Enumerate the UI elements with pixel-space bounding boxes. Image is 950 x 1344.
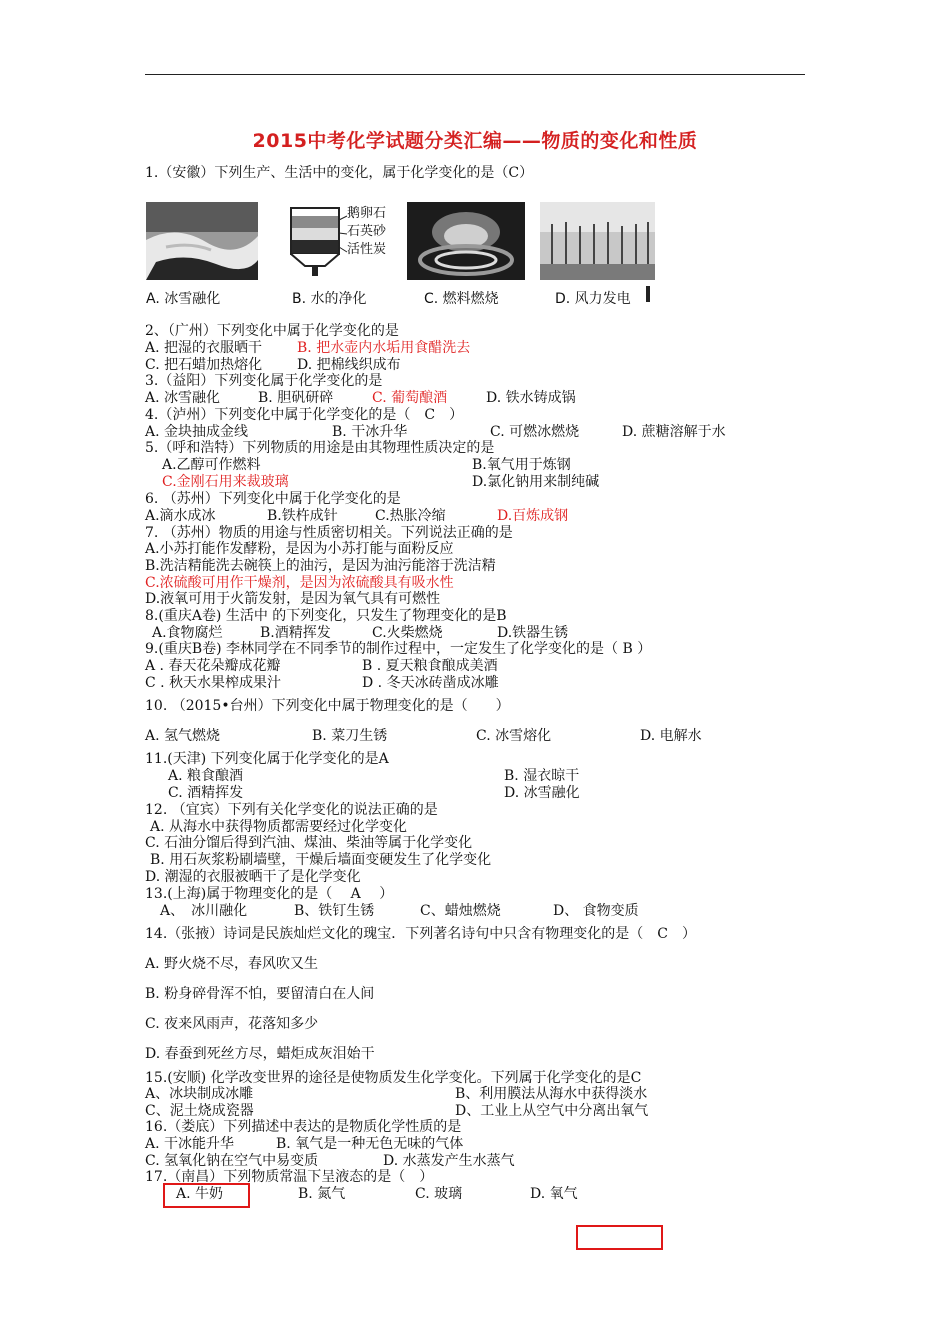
- q13-option-b: B、铁钉生锈: [294, 903, 375, 919]
- ice-melting-photo: [146, 202, 258, 280]
- fuel-burning-photo: [407, 202, 525, 280]
- q16-option-d: D. 水蒸发产生水蒸气: [383, 1153, 515, 1169]
- q1-caption-d: D. 风力发电: [555, 291, 631, 307]
- q13-option-c: C、蜡烛燃烧: [420, 903, 501, 919]
- q7-option-b: B.洗洁精能洗去碗筷上的油污，是因为油污能溶于洗洁精: [145, 558, 496, 574]
- q15-option-a: A、冰块制成冰雕: [145, 1086, 254, 1102]
- q10-stem: 10. （2015•台州）下列变化中属于物理变化的是（ ）: [145, 698, 510, 714]
- q11-option-d: D. 冰雪融化: [504, 785, 580, 801]
- q4-option-d: D. 蔗糖溶解于水: [622, 424, 726, 440]
- q3-stem: 3.（益阳）下列变化属于化学变化的是: [145, 373, 383, 389]
- q17-stem: 17.（南昌）下列物质常温下呈液态的是（ ）: [145, 1169, 434, 1185]
- q15-option-c: C、泥土烧成瓷器: [145, 1103, 254, 1119]
- q4-stem: 4.（泸州）下列变化中属于化学变化的是（ C ）: [145, 407, 464, 423]
- q5-option-a: A.乙醇可作燃料: [162, 457, 261, 473]
- q9-option-c: C . 秋天水果榨成果汁: [145, 675, 282, 691]
- q7-option-a: A.小苏打能作发酵粉，是因为小苏打能与面粉反应: [145, 541, 454, 557]
- q3-option-c: C. 葡萄酿酒: [372, 390, 448, 406]
- q14-option-c: C. 夜来风雨声，花落知多少: [145, 1016, 319, 1032]
- q6-option-b: B.铁杵成针: [267, 508, 338, 524]
- q13-option-d: D、 食物变质: [553, 903, 639, 919]
- q10-option-c: C. 冰雪熔化: [476, 728, 552, 744]
- q9-option-d: D . 冬天冰砖凿成冰雕: [362, 675, 499, 691]
- q15-option-d: D、工业上从空气中分离出氧气: [455, 1103, 649, 1119]
- q7-option-d: D.液氧可用于火箭发射，是因为氧气具有可燃性: [145, 591, 441, 607]
- q2-option-c: C. 把石蜡加热熔化: [145, 357, 263, 373]
- q2-option-b: B. 把水壶内水垢用食醋洗去: [297, 340, 471, 356]
- q2-option-d: D. 把棉线织成布: [297, 357, 401, 373]
- q10-option-a: A. 氢气燃烧: [145, 728, 221, 744]
- q14-option-d: D. 春蚕到死丝方尽，蜡炬成灰泪始干: [145, 1046, 375, 1062]
- q12-option-b: B. 用石灰浆粉刷墙壁，干燥后墙面变硬发生了化学变化: [150, 852, 492, 868]
- q1-caption-b: B. 水的净化: [292, 291, 367, 307]
- filter-label-1: 鹅卵石: [347, 206, 387, 221]
- q4-option-a: A. 金块抽成金线: [145, 424, 249, 440]
- q17-option-b: B. 氮气: [298, 1186, 346, 1202]
- q10-option-b: B. 菜刀生锈: [312, 728, 388, 744]
- q17-option-d: D. 氧气: [530, 1186, 578, 1202]
- image-edge-mark: [646, 286, 650, 302]
- q17-option-a: A. 牛奶: [176, 1186, 224, 1202]
- q15-option-b: B、利用膜法从海水中获得淡水: [455, 1086, 648, 1102]
- q16-option-a: A. 干冰能升华: [145, 1136, 235, 1152]
- q16-option-c: C. 氢氧化钠在空气中易变质: [145, 1153, 319, 1169]
- q11-option-c: C. 酒精挥发: [168, 785, 244, 801]
- q8-option-a: A.食物腐烂: [152, 625, 223, 641]
- q1-caption-c: C. 燃料燃烧: [424, 291, 499, 307]
- q9-stem: 9.(重庆B卷) 李林同学在不同季节的制作过程中，一定发生了化学变化的是（ B ）: [145, 641, 652, 657]
- q3-option-b: B. 胆矾研碎: [258, 390, 334, 406]
- q5-stem: 5.（呼和浩特）下列物质的用途是由其物理性质决定的是: [145, 440, 495, 456]
- q6-stem: 6. （苏州）下列变化中属于化学变化的是: [145, 491, 401, 507]
- q3-option-a: A. 冰雪融化: [145, 390, 221, 406]
- q6-option-c: C.热胀冷缩: [375, 508, 446, 524]
- page-title: 2015中考化学试题分类汇编——物质的变化和性质: [252, 130, 698, 152]
- q11-option-b: B. 湿衣晾干: [504, 768, 580, 784]
- filter-label-3: 活性炭: [347, 242, 387, 257]
- q12-option-d: D. 潮湿的衣服被晒干了是化学变化: [145, 869, 361, 885]
- filter-label-2: 石英砂: [347, 224, 387, 239]
- q10-option-d: D. 电解水: [640, 728, 702, 744]
- q5-option-b: B.氧气用于炼钢: [472, 457, 571, 473]
- q8-stem: 8.(重庆A卷) 生活中 的下列变化，只发生了物理变化的是B: [145, 608, 507, 624]
- q16-stem: 16.（娄底）下列描述中表达的是物质化学性质的是: [145, 1119, 462, 1135]
- q12-option-c: C. 石油分馏后得到汽油、煤油、柴油等属于化学变化: [145, 835, 473, 851]
- q1-caption-a: A. 冰雪融化: [146, 291, 221, 307]
- q9-option-a: A . 春天花朵瓣成花瓣: [145, 658, 281, 674]
- q11-option-a: A. 粮食酿酒: [168, 768, 244, 784]
- q8-option-b: B.酒精挥发: [260, 625, 331, 641]
- q7-stem: 7. （苏州）物质的用途与性质密切相关。下列说法正确的是: [145, 525, 513, 541]
- q6-option-a: A.滴水成冰: [145, 508, 216, 524]
- answer-highlight-box: [163, 1183, 250, 1208]
- q1-stem: 1.（安徽）下列生产、生活中的变化，属于化学变化的是（C）: [145, 165, 534, 181]
- q8-option-c: C.火柴燃烧: [372, 625, 443, 641]
- q12-option-a: A. 从海水中获得物质都需要经过化学变化: [150, 819, 408, 835]
- q14-option-a: A. 野火烧不尽，春风吹又生: [145, 956, 319, 972]
- q2-option-a: A. 把湿的衣服晒干: [145, 340, 263, 356]
- q11-stem: 11.(天津) 下列变化属于化学变化的是A: [145, 751, 389, 767]
- q2-stem: 2、（广州）下列变化中属于化学变化的是: [145, 323, 399, 339]
- q14-stem: 14.（张掖）诗词是民族灿烂文化的瑰宝．下列著名诗句中只含有物理变化的是（ C ）: [145, 926, 696, 942]
- q6-option-d: D.百炼成钢: [497, 508, 569, 524]
- q5-option-c: C.金刚石用来裁玻璃: [162, 474, 289, 490]
- wind-power-photo: [540, 202, 655, 280]
- q13-stem: 13.(上海)属于物理变化的是（ A ）: [145, 886, 394, 902]
- header-rule: [145, 74, 805, 75]
- q14-option-b: B. 粉身碎骨浑不怕，要留清白在人间: [145, 986, 375, 1002]
- q17-option-c: C. 玻璃: [415, 1186, 463, 1202]
- q4-option-b: B. 干冰升华: [332, 424, 408, 440]
- q3-option-d: D. 铁水铸成锅: [486, 390, 576, 406]
- q16-option-b: B. 氧气是一种无色无味的气体: [276, 1136, 464, 1152]
- q12-stem: 12. （宜宾）下列有关化学变化的说法正确的是: [145, 802, 438, 818]
- q9-option-b: B . 夏天粮食酿成美酒: [362, 658, 498, 674]
- q13-option-a: A、 冰川融化: [160, 903, 248, 919]
- q7-option-c: C.浓硫酸可用作干燥剂，是因为浓硫酸具有吸水性: [145, 575, 454, 591]
- q15-stem: 15.(安顺) 化学改变世界的途径是使物质发生化学变化。下列属于化学变化的是C: [145, 1070, 642, 1086]
- q8-option-d: D.铁器生锈: [497, 625, 569, 641]
- q5-option-d: D.氯化钠用来制纯碱: [472, 474, 600, 490]
- q4-option-c: C. 可燃冰燃烧: [490, 424, 580, 440]
- empty-highlight-box: [576, 1225, 663, 1250]
